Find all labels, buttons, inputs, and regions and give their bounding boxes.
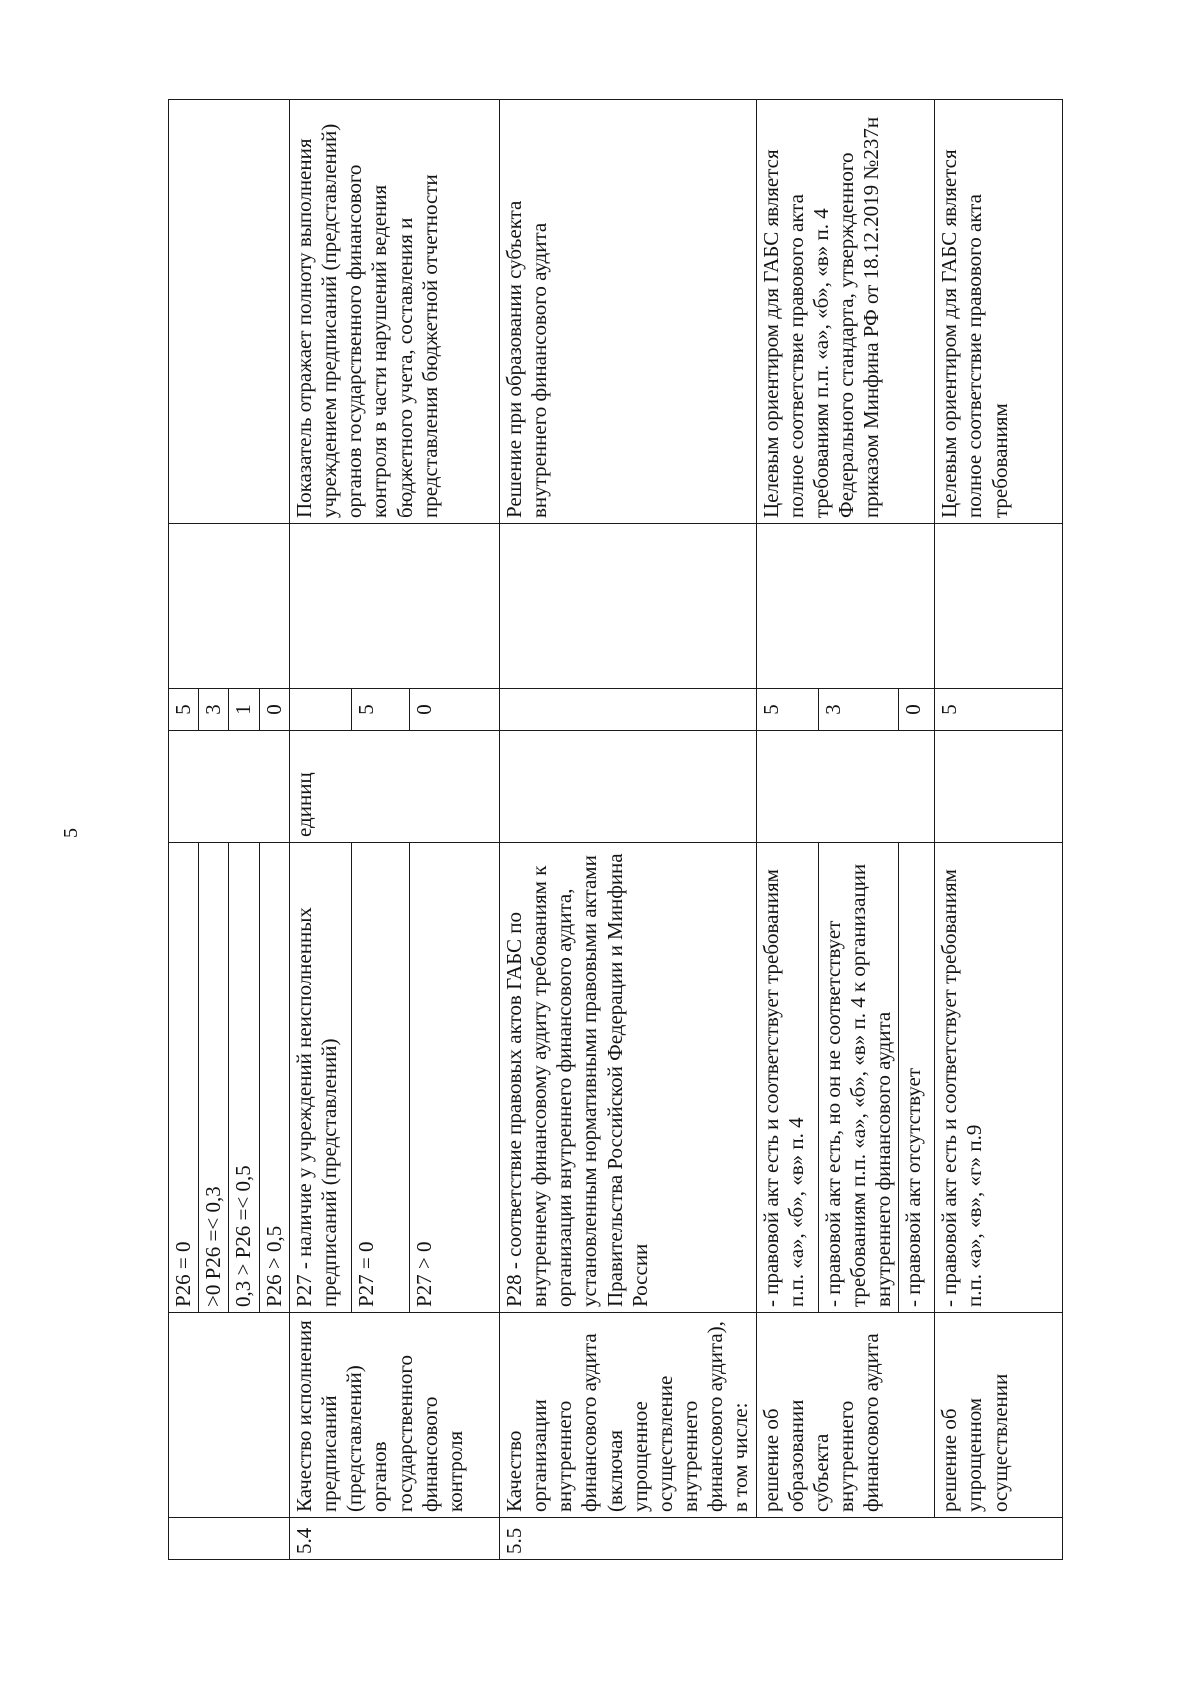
comment-cell (169, 100, 290, 524)
unit-cell (935, 731, 1063, 843)
empty-cell (169, 524, 290, 689)
score-cell (289, 689, 351, 731)
unit-cell (499, 731, 756, 843)
empty-cell (289, 524, 499, 689)
score-cell: 0 (409, 689, 499, 731)
condition-cell: P26 = 0 (169, 843, 199, 1313)
score-cell: 5 (351, 689, 409, 731)
score-cell: 3 (818, 689, 899, 731)
formula-cell: P27 - наличие у учреждений неисполненных предписаний (представлений) (289, 843, 351, 1313)
score-cell: 5 (169, 689, 199, 731)
condition-cell: P27 = 0 (351, 843, 409, 1313)
condition-cell: P26 > 0,5 (259, 843, 289, 1313)
comment-cell: Решение при образовании субъекта внутреннего финансового аудита (499, 100, 756, 524)
row-number: 5.4 (289, 1518, 499, 1560)
sub-indicator-name: решение об образовании субъекта внутреннего финансового аудита (756, 1313, 935, 1518)
empty-cell (935, 524, 1063, 689)
table-row (935, 100, 1063, 1560)
score-cell: 0 (259, 689, 289, 731)
score-cell: 5 (935, 689, 1063, 731)
condition-cell: P27 > 0 (409, 843, 499, 1313)
condition-cell: 0,3 > P26 =< 0,5 (229, 843, 259, 1313)
indicator-name: Качество организации внутреннего финансового аудита (включая упрощенное осуществление внутреннего финансового аудита), в том числе: (499, 1313, 756, 1518)
score-cell: 3 (199, 689, 229, 731)
formula-cell: P28 - соответствие правовых актов ГАБС по внутреннему финансовому аудиту требованиям к организации внутреннего финансового аудита, установленным нормативными правовыми актами Правительства Российской Федерации и Минфина России (499, 843, 756, 1313)
rotated-table-container (168, 100, 1028, 1560)
condition-cell: - правовой акт есть и соответствует требованиям п.п. «а», «в», «г» п.9 (935, 843, 1063, 1313)
unit-cell (169, 731, 290, 843)
row-number: 5.5 (499, 1518, 1062, 1560)
indicator-name: Качество исполнения предписаний (представлений) органов государственного финансового контроля (289, 1313, 499, 1518)
condition-cell: - правовой акт есть и соответствует требованиям п.п. «а», «б», «в» п. 4 (756, 843, 818, 1313)
condition-cell: - правовой акт отсутствует (899, 843, 935, 1313)
condition-cell: >0 P26 =< 0,3 (199, 843, 229, 1313)
comment-cell: Целевым ориентиром для ГАБС является полное соответствие правового акта требованиям (935, 100, 1063, 524)
score-cell: 0 (899, 689, 935, 731)
comment-cell: Показатель отражает полноту выполнения учреждением предписаний (представлений) органов государственного финансового контроля в части нарушений ведения бюджетного учета, составления и представления бюджетной отчетности (289, 100, 499, 524)
indicators-table (168, 99, 1063, 1560)
table-row (499, 100, 756, 1560)
score-cell (499, 689, 756, 731)
page-number: 5 (60, 828, 82, 838)
empty-cell (756, 524, 935, 689)
table-row (756, 100, 818, 1560)
unit-cell (756, 731, 935, 843)
score-cell: 5 (756, 689, 818, 731)
unit-cell: единиц (289, 731, 499, 843)
condition-cell: - правовой акт есть, но он не соответствует требованиям п.п. «а», «б», «в» п. 4 к организации внутреннего финансового аудита (818, 843, 899, 1313)
sub-indicator-name: решение об упрощенном осуществлении (935, 1313, 1063, 1518)
table-row (289, 100, 351, 1560)
comment-cell: Целевым ориентиром для ГАБС является полное соответствие правового акта требованиям п.п. «а», «б», «в» п. 4 Федерального стандарта, утвержденного приказом Минфина РФ от 18.12.2019 №237н (756, 100, 935, 524)
table-row (169, 100, 199, 1560)
indicator-name (169, 1313, 290, 1518)
empty-cell (499, 524, 756, 689)
score-cell: 1 (229, 689, 259, 731)
row-number (169, 1518, 290, 1560)
